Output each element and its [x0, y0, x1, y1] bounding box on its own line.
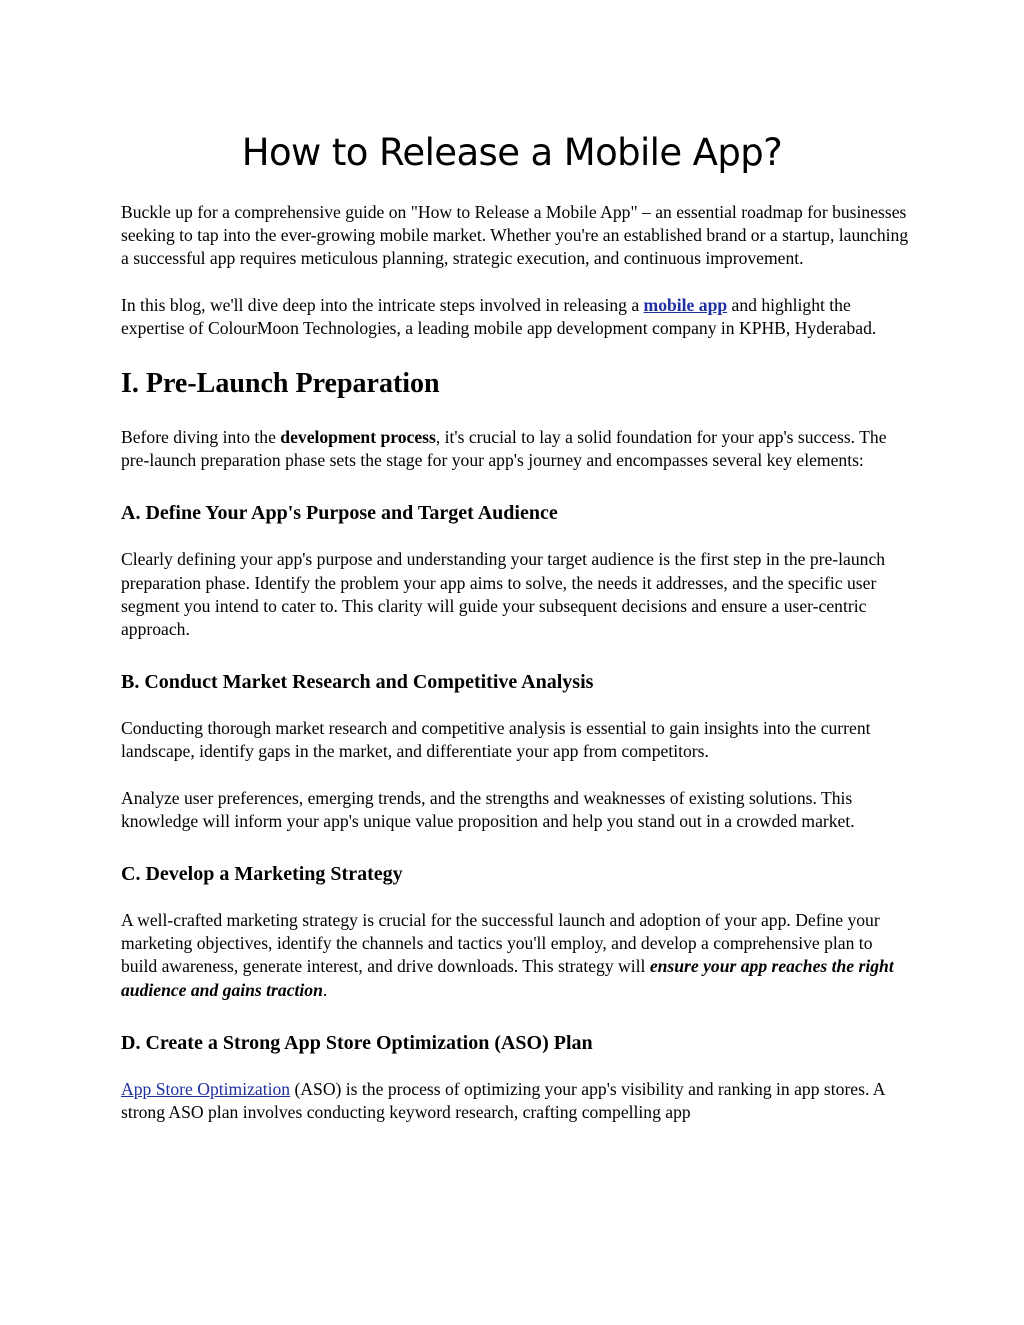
mobile-app-link[interactable]: mobile app — [643, 294, 728, 315]
subheading-marketing-strategy: C. Develop a Marketing Strategy — [121, 863, 403, 886]
section-paragraph-pre-launch — [121, 426, 911, 472]
document-page — [121, 0, 911, 1124]
paragraph-marketing-strategy — [121, 909, 911, 1002]
intro-paragraph-2 — [121, 294, 911, 340]
subheading-market-research: B. Conduct Market Research and Competitive Analysis — [121, 671, 594, 694]
paragraph-market-research-2: Analyze user preferences, emerging trends, and the strengths and weaknesses of existing solutions. This knowledge will inform your app's unique value proposition and help you stand out in a crowded market. — [121, 787, 855, 831]
section-text-before-bold: Before diving into the — [121, 427, 281, 448]
aso-text-after-link: (ASO) is the process of optimizing your app's visibility and ranking in app stores. A strong ASO plan involves conducting keyword research, crafting compelling app — [121, 1078, 885, 1123]
subheading-define-purpose: A. Define Your App's Purpose and Target Audience — [121, 502, 558, 525]
section-text-after-bold: , it's crucial to lay a solid foundation for your app's success. The pre-launch preparation phase sets the stage for your app's journey and encompasses several key elements: — [121, 427, 887, 471]
intro-paragraph-1: Buckle up for a comprehensive guide on "How to Release a Mobile App" – an essential roadmap for businesses seeking to tap into the ever-growing mobile market. Whether you're an established brand or a startup, launching a successful app requires meticulous planning, strategic execution, and continuous improvement. — [121, 202, 909, 269]
intro-text-after-link: and highlight the expertise of ColourMoon Technologies, a leading mobile app development company in KPHB, Hyderabad. — [121, 294, 877, 338]
paragraph-market-research-1: Conducting thorough market research and competitive analysis is essential to gain insights into the current landscape, identify gaps in the market, and differentiate your app from competitors. — [121, 718, 871, 762]
subheading-aso-plan: D. Create a Strong App Store Optimization (ASO) Plan — [121, 1031, 593, 1054]
app-store-optimization-link[interactable]: App Store Optimization — [121, 1078, 291, 1099]
marketing-emphasis-text: ensure your app reaches the right audience and gains traction — [121, 956, 894, 1000]
development-process-bold: development process — [280, 427, 436, 448]
marketing-text-before-emphasis: A well-crafted marketing strategy is crucial for the successful launch and adoption of your app. Define your marketing objectives, identify the channels and tactics you'll employ, and develop a comprehensive plan to build awareness, generate interest, and drive downloads. This strategy will — [121, 910, 880, 977]
section-heading-pre-launch: I. Pre-Launch Preparation — [121, 368, 440, 400]
page-title: How to Release a Mobile App? — [241, 131, 783, 174]
paragraph-aso-plan — [121, 1078, 911, 1124]
marketing-text-after-emphasis: . — [322, 979, 328, 1000]
intro-text-before-link: In this blog, we'll dive deep into the intricate steps involved in releasing a — [121, 294, 644, 315]
paragraph-define-purpose: Clearly defining your app's purpose and understanding your target audience is the first step in the pre-launch preparation phase. Identify the problem your app aims to solve, the needs it addresses, and the specific user segment you intend to cater to. This clarity will guide your subsequent decisions and ensure a user-centric approach. — [121, 549, 886, 640]
